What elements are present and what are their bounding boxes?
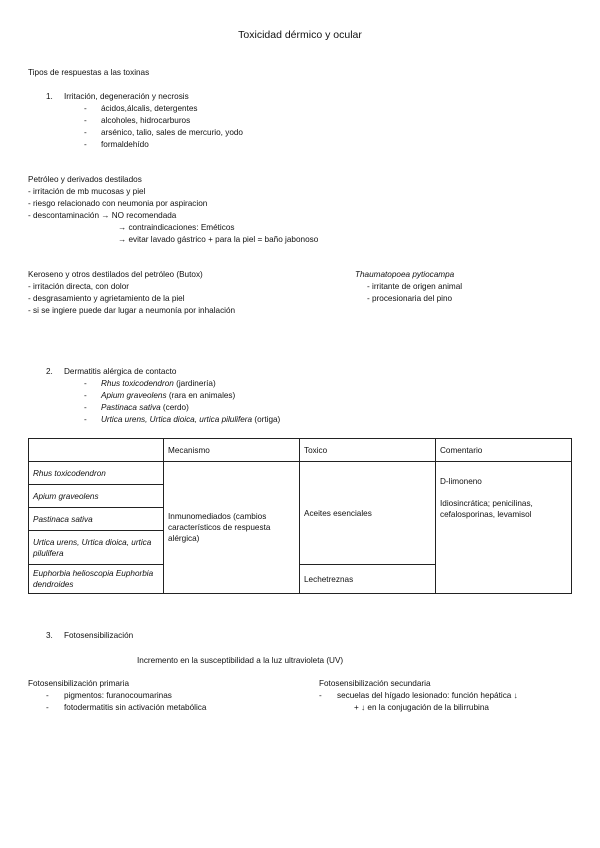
list-item: alcoholes, hidrocarburos <box>101 116 191 125</box>
species-name: Apium graveolens <box>101 391 167 400</box>
species-note: (cerdo) <box>160 403 189 412</box>
list-bullet: - <box>46 691 49 700</box>
list-item: secuelas del hígado lesionado: función hepática ↓ <box>337 691 518 700</box>
list-bullet: - <box>46 703 49 712</box>
list-bullet: - <box>319 691 322 700</box>
list-bullet: - <box>84 391 87 400</box>
species-name: Pastinaca sativa <box>101 403 161 412</box>
species-note: (rara en animales) <box>166 391 236 400</box>
table-header-cell: Comentario <box>436 439 572 462</box>
thaumatopoea-title: Thaumatopoea pytiocampa <box>355 270 455 279</box>
section-3-summary: Incremento en la susceptibilidad a la luz ultravioleta (UV) <box>137 656 344 665</box>
species-name: Rhus toxicodendron <box>101 379 174 388</box>
mechanism-cell: Inmunomediados (cambios característicos de respuesta alérgica) <box>164 462 300 594</box>
comment-line: Idiosincrática; penicilinas, cefalosporinas, levamisol <box>440 499 533 519</box>
section-2-title: Dermatitis alérgica de contacto <box>64 367 177 376</box>
section-heading: Tipos de respuestas a las toxinas <box>28 68 150 77</box>
table-header-cell: Toxico <box>300 439 436 462</box>
section-1-title: Irritación, degeneración y necrosis <box>64 92 189 101</box>
list-bullet: - <box>84 140 87 149</box>
keroseno-line: - desgrasamiento y agrietamiento de la piel <box>28 294 185 303</box>
list-bullet: - <box>84 116 87 125</box>
keroseno-line: - irritación directa, con dolor <box>28 282 130 291</box>
section-3-number: 3. <box>46 631 53 640</box>
plant-cell: Pastinaca sativa <box>29 508 164 531</box>
primaria-title: Fotosensibilización primaria <box>28 679 130 688</box>
list-item: ácidos,álcalis, detergentes <box>101 104 198 113</box>
petroleo-line: - riesgo relacionado con neumonia por aspiracion <box>28 199 208 208</box>
list-subitem: + ↓ en la conjugación de la bilirrubina <box>354 703 489 712</box>
section-1-number: 1. <box>46 92 53 101</box>
comment-cell <box>436 462 572 594</box>
thaumatopoea-line: - procesionaria del pino <box>367 294 453 303</box>
list-item <box>101 390 235 402</box>
petroleo-line: - descontaminación → NO recomendada <box>28 211 177 220</box>
petroleo-subline: → evitar lavado gástrico + para la piel = baño jabonoso <box>118 235 319 244</box>
section-3-title: Fotosensibilización <box>64 631 134 640</box>
toxic-cell: Lechetreznas <box>300 565 436 594</box>
list-bullet: - <box>84 403 87 412</box>
plant-cell: Rhus toxicodendron <box>29 462 164 485</box>
page-title: Toxicidad dérmico y ocular <box>238 29 362 41</box>
keroseno-title: Keroseno y otros destilados del petróleo (Butox) <box>28 270 203 279</box>
keroseno-line: - si se ingiere puede dar lugar a neumonía por inhalación <box>28 306 236 315</box>
list-bullet: - <box>84 104 87 113</box>
toxic-cell: Aceites esenciales <box>300 462 436 565</box>
table-row <box>29 462 572 485</box>
list-item: pigmentos: furanocoumarinas <box>64 691 172 700</box>
section-2-number: 2. <box>46 367 53 376</box>
plant-cell: Euphorbia helioscopia Euphorbia dendroides <box>29 565 164 594</box>
list-bullet: - <box>84 128 87 137</box>
list-item: fotodermatitis sin activación metabólica <box>64 703 207 712</box>
table-header-cell <box>29 439 164 462</box>
table-header-cell: Mecanismo <box>164 439 300 462</box>
petroleo-subline: → contraindicaciones: Eméticos <box>118 223 235 232</box>
list-item <box>101 378 216 390</box>
petroleo-line: - irritación de mb mucosas y piel <box>28 187 146 196</box>
secundaria-title: Fotosensibilización secundaria <box>319 679 431 688</box>
species-note: (jardinería) <box>173 379 216 388</box>
list-item <box>101 414 280 426</box>
thaumatopoea-line: - irritante de origen animal <box>367 282 463 291</box>
toxicity-table <box>28 438 572 594</box>
petroleo-title: Petróleo y derivados destilados <box>28 175 142 184</box>
plant-cell: Urtica urens, Urtica dioica, urtica pilulifera <box>29 531 164 565</box>
species-name: Urtica urens, Urtica dioica, urtica pilulifera <box>101 415 253 424</box>
table-header-row <box>29 439 572 462</box>
list-item <box>101 402 189 414</box>
list-bullet: - <box>84 415 87 424</box>
list-bullet: - <box>84 379 87 388</box>
list-item: arsénico, talio, sales de mercurio, yodo <box>101 128 243 137</box>
plant-cell: Apium graveolens <box>29 485 164 508</box>
list-item: formaldehído <box>101 140 149 149</box>
comment-line: D-limoneno <box>440 477 482 486</box>
species-note: (ortiga) <box>252 415 281 424</box>
